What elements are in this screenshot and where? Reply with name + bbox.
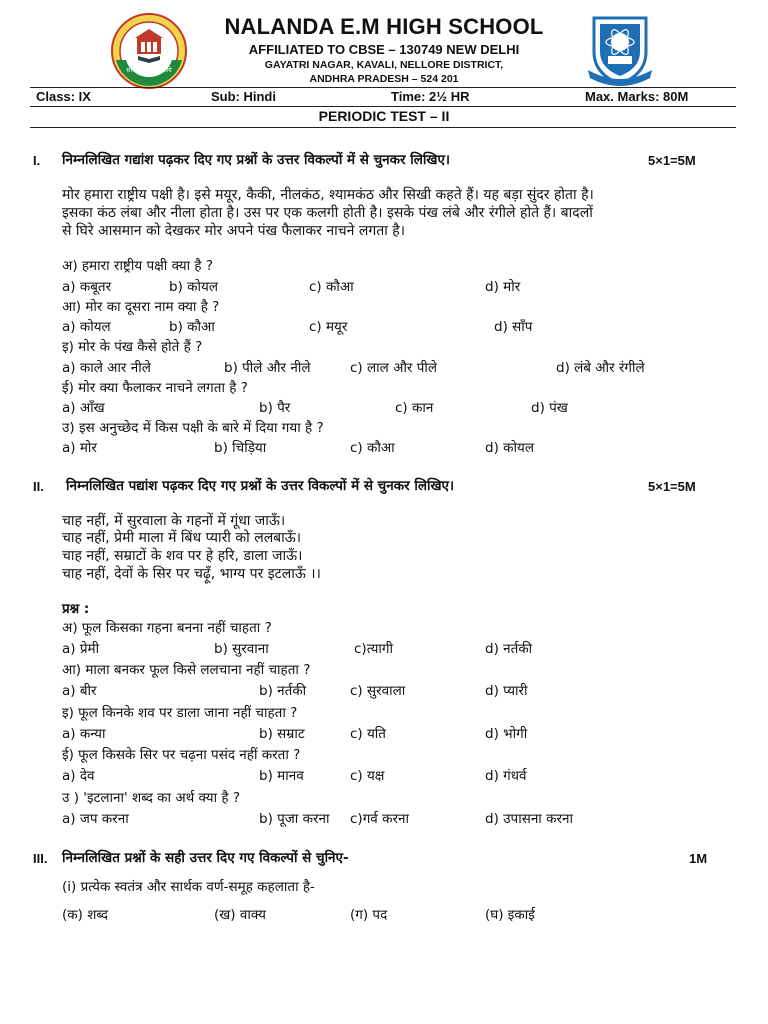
option: a) जप करना bbox=[62, 811, 129, 827]
question: ई) फूल किसके सिर पर चढ़ना पसंद नहीं करता ? bbox=[62, 747, 301, 763]
question: इ) फूल किनके शव पर डाला जाना नहीं चाहता ? bbox=[62, 705, 298, 721]
section-1-number: I. bbox=[33, 153, 41, 168]
option: (घ) इकाई bbox=[485, 907, 535, 923]
section-2-number: II. bbox=[33, 479, 44, 494]
question: अ) हमारा राष्ट्रीय पक्षी क्या है ? bbox=[62, 258, 214, 274]
question: उ) इस अनुच्छेद में किस पक्षी के बारे में दिया गया है ? bbox=[62, 420, 324, 436]
option: c)गर्व करना bbox=[350, 811, 409, 827]
option: a) मोर bbox=[62, 440, 97, 456]
header-divider-bottom bbox=[30, 127, 736, 128]
option: (क) शब्द bbox=[62, 907, 109, 923]
header-divider-middle bbox=[30, 106, 736, 107]
passage-line: इसका कंठ लंबा और नीला होता है। उस पर एक कलगी होती है। इसके पंख लंबे और रंगीले होते हैं। बादलों bbox=[62, 205, 593, 221]
logo-motto: सा विद्या या विमुक्तये bbox=[126, 67, 172, 74]
poem-line: चाह नहीं, सम्राटों के शव पर हे हरि, डाला जाऊँ। bbox=[62, 548, 303, 564]
question: आ) मोर का दूसरा नाम क्या है ? bbox=[62, 299, 220, 315]
time-label: Time: 2½ HR bbox=[391, 89, 470, 104]
option: c) कौआ bbox=[309, 279, 354, 295]
option: b) पैर bbox=[259, 400, 291, 416]
option: b) चिड़िया bbox=[214, 440, 267, 456]
option: d) मोर bbox=[485, 279, 521, 295]
section-1-marks: 5×1=5M bbox=[648, 153, 696, 168]
poem-line: चाह नहीं, देवों के सिर पर चढ़ूँ, भाग्य पर इटलाऊँ ।। bbox=[62, 566, 321, 582]
option: d) भोगी bbox=[485, 726, 528, 742]
option: c) लाल और पीले bbox=[350, 360, 438, 376]
option: c) सुरवाला bbox=[350, 683, 406, 699]
class-label: Class: IX bbox=[36, 89, 91, 104]
prashn-label: प्रश्न : bbox=[62, 601, 90, 617]
section-3-number: III. bbox=[33, 851, 48, 866]
option: d) पंख bbox=[531, 400, 568, 416]
passage-line: से घिरे आसमान को देखकर मोर अपने पंख फैलाकर नाचने लगता है। bbox=[62, 223, 406, 239]
option: a) काले आर नीले bbox=[62, 360, 151, 376]
option: a) प्रेमी bbox=[62, 641, 100, 657]
question: अ) फूल किसका गहना बनना नहीं चाहता ? bbox=[62, 620, 272, 636]
question: ई) मोर क्या फैलाकर नाचने लगता है ? bbox=[62, 380, 248, 396]
section-3-marks: 1M bbox=[689, 851, 708, 866]
option: b) पूजा करना bbox=[259, 811, 330, 827]
option: a) कबूतर bbox=[62, 279, 112, 295]
passage-line: मोर हमारा राष्ट्रीय पक्षी है। इसे मयूर, कैकी, नीलकंठ, श्यामकंठ और सिखी कहते हैं। यह बड़ा सुंदर होता है। bbox=[62, 187, 594, 203]
section-2-marks: 5×1=5M bbox=[648, 479, 696, 494]
question: उ ) 'इटलाना' शब्द का अर्थ क्या है ? bbox=[62, 790, 241, 806]
option: b) मानव bbox=[259, 768, 304, 784]
option: d) लंबे और रंगीले bbox=[556, 360, 645, 376]
option: c) कौआ bbox=[350, 440, 395, 456]
question: (i) प्रत्येक स्वतंत्र और सार्थक वर्ण-समूह कहलाता है- bbox=[62, 879, 315, 895]
option: a) देव bbox=[62, 768, 95, 784]
subject-label: Sub: Hindi bbox=[211, 89, 276, 104]
option: d) नर्तकी bbox=[485, 641, 533, 657]
option: b) पीले और नीले bbox=[224, 360, 311, 376]
option: a) कन्या bbox=[62, 726, 106, 742]
poem-line: चाह नहीं, प्रेमी माला में बिंध प्यारी को ललबाऊँ। bbox=[62, 530, 302, 546]
option: b) कौआ bbox=[169, 319, 215, 335]
section-3-instruction: निम्नलिखित प्रश्नों के सही उत्तर दिए गए विकल्पों से चुनिए- bbox=[62, 850, 349, 866]
option: a) बीर bbox=[62, 683, 97, 699]
option: d) साँप bbox=[494, 319, 533, 335]
test-title: PERIODIC TEST – II bbox=[318, 108, 450, 124]
option: a) आँख bbox=[62, 400, 105, 416]
affiliation: AFFILIATED TO CBSE – 130749 NEW DELHI bbox=[248, 42, 520, 57]
option: d) उपासना करना bbox=[485, 811, 573, 827]
header-divider-top bbox=[30, 87, 736, 88]
option: d) कोयल bbox=[485, 440, 534, 456]
option: c)त्यागी bbox=[354, 641, 394, 657]
school-name: NALANDA E.M HIGH SCHOOL bbox=[224, 14, 544, 39]
section-2-instruction: निम्नलिखित पद्यांश पढ़कर दिए गए प्रश्नों के उत्तर विकल्पों में से चुनकर लिखिए। bbox=[66, 478, 455, 494]
option: c) यति bbox=[350, 726, 387, 742]
address-line-2: ANDHRA PRADESH – 524 201 bbox=[309, 73, 459, 85]
option: (ग) पद bbox=[350, 907, 388, 923]
option: b) सम्राट bbox=[259, 726, 305, 742]
option: c) मयूर bbox=[309, 319, 348, 335]
option: c) यक्ष bbox=[350, 768, 385, 784]
section-1-instruction: निम्नलिखित गद्यांश पढ़कर दिए गए प्रश्नों के उत्तर विकल्पों में से चुनकर लिखिए। bbox=[62, 152, 451, 168]
option: b) कोयल bbox=[169, 279, 218, 295]
option: d) प्यारी bbox=[485, 683, 528, 699]
question: इ) मोर के पंख कैसे होते हैं ? bbox=[62, 339, 203, 355]
option: b) नर्तकी bbox=[259, 683, 307, 699]
poem-line: चाह नहीं, में सुरवाला के गहनों में गूंधा जाऊँ। bbox=[62, 513, 286, 529]
option: b) सुरवाना bbox=[214, 641, 269, 657]
question: आ) माला बनकर फूल किसे ललचाना नहीं चाहता ? bbox=[62, 662, 311, 678]
option: c) कान bbox=[395, 400, 434, 416]
option: a) कोयल bbox=[62, 319, 111, 335]
address-line-1: GAYATRI NAGAR, KAVALI, NELLORE DISTRICT, bbox=[264, 59, 504, 71]
max-marks-label: Max. Marks: 80M bbox=[585, 89, 689, 104]
option: (ख) वाक्य bbox=[214, 907, 266, 923]
option: d) गंधर्व bbox=[485, 768, 527, 784]
